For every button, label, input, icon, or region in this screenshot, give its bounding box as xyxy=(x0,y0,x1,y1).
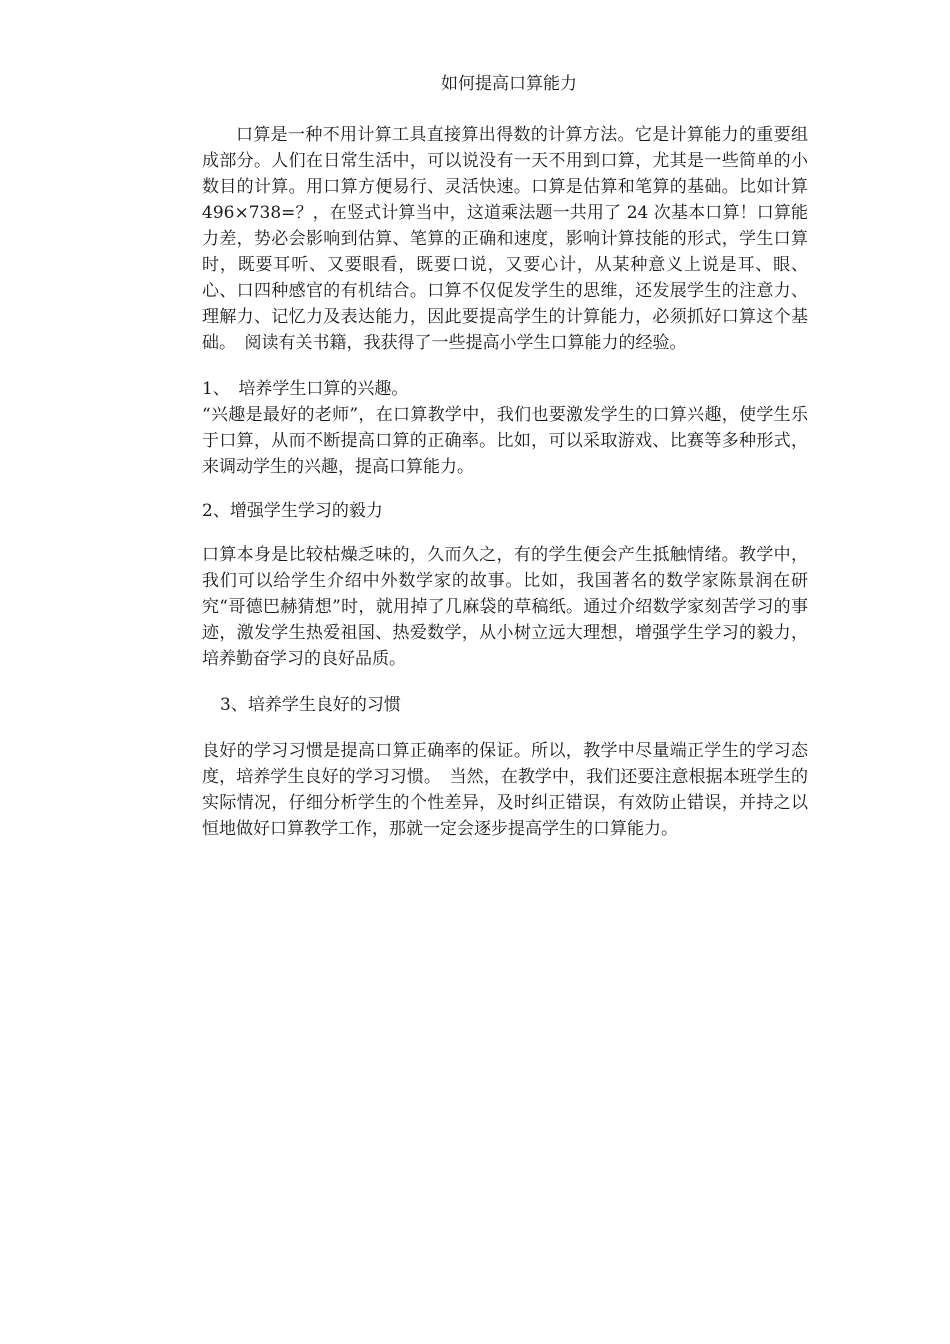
section2-heading: 2、增强学生学习的毅力 xyxy=(202,501,383,521)
section3-heading: 3、培养学生良好的习惯 xyxy=(220,695,401,715)
intro-paragraph: 口算是一种不用计算工具直接算出得数的计算方法。它是计算能力的重要组成部分。人们在日常生活中，可以说没有一天不用到口算，尤其是一些简单的小数目的计算。用口算方便易行、灵活快速。口算是估算和笔算的基础。比如计算 496×738=？，在竖式计算当中，这道乘法题一共用了 24 次基本口算！口算能力差，势必会影响到估算、笔算的正确和速度，影响计算技能的形式，学生口算时，既要耳听、又要眼看，既要口说，又要心计，从某种意义上说是耳、眼、心、口四种感官的有机结合。口算不仅促发学生的思维，还发展学生的注意力、理解力、记忆力及表达能力，因此要提高学生的计算能力，必须抓好口算这个基础。 阅读有关书籍，我获得了一些提高小学生口算能力的经验。 xyxy=(202,125,808,353)
section3-paragraph: 良好的学习习惯是提高口算正确率的保证。所以，教学中尽量端正学生的学习态度，培养学生良好的学习习惯。 当然，在教学中，我们还要注意根据本班学生的实际情况，仔细分析学生的个性差异，及时纠正错误，有效防止错误，并持之以恒地做好口算教学工作，那就一定会逐步提高学生的口算能力。 xyxy=(202,741,808,839)
spacer xyxy=(202,672,808,692)
spacer xyxy=(202,480,808,498)
section1-heading: 1、 培养学生口算的兴趣。 xyxy=(202,379,409,399)
document-body xyxy=(202,70,808,842)
section2-paragraph: 口算本身是比较枯燥乏味的，久而久之，有的学生便会产生抵触情绪。教学中，我们可以给学生介绍中外数学家的故事。比如，我国著名的数学家陈景润在研究“哥德巴赫猜想”时，就用掉了几麻袋的草稿纸。通过介绍数学家刻苦学习的事迹，激发学生热爱祖国、热爱数学，从小树立远大理想，增强学生学习的毅力，培养勤奋学习的良好品质。 xyxy=(202,545,808,669)
spacer xyxy=(202,524,808,542)
document-title: 如何提高口算能力 xyxy=(441,74,577,94)
spacer xyxy=(202,718,808,738)
spacer xyxy=(202,356,808,376)
section1-paragraph: “兴趣是最好的老师”，在口算教学中，我们也要激发学生的口算兴趣，使学生乐于口算，从而不断提高口算的正确率。比如，可以采取游戏、比赛等多种形式，来调动学生的兴趣，提高口算能力。 xyxy=(202,405,808,477)
